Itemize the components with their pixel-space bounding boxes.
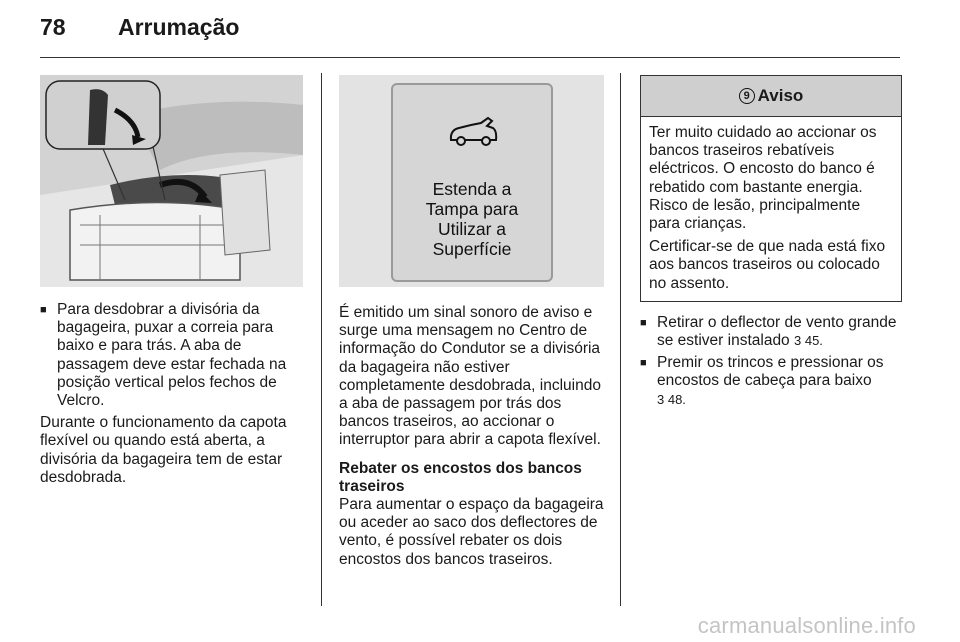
page-number: 78 — [40, 14, 66, 40]
page-header — [40, 14, 239, 41]
page-reference: 3 48. — [657, 391, 686, 407]
warning-icon: 9 — [739, 88, 755, 104]
bullet-text: Premir os trincos e pressionar os encostos de cabeça para baixo — [657, 354, 884, 390]
paragraph-fold-seats: Para aumentar o espaço da bagageira ou aceder ao saco dos deflectores de vento, é possível rebater os dois encostos dos bancos traseiros. — [339, 496, 604, 568]
column-divider — [620, 73, 621, 606]
bullet-unfold-partition — [40, 301, 303, 410]
watermark: carmanualsonline.info — [697, 613, 916, 638]
column-divider — [321, 73, 322, 606]
bullet-remove-deflector — [640, 314, 902, 350]
bullet-text: Para desdobrar a divisória da bagageira, puxar a correia para baixo e para trás. A aba de passagem deve estar fechada na posição vertical pelos fechos de Velcro. — [57, 301, 287, 410]
column-1 — [40, 75, 303, 487]
column-2 — [339, 75, 604, 569]
trunk-partition-drawing — [40, 75, 303, 287]
display-line: Tampa para — [425, 199, 519, 219]
bullet-text: Retirar o deflector de vento grande se estiver instalado — [657, 313, 897, 350]
column-3 — [640, 75, 902, 409]
warning-body — [641, 117, 901, 301]
paragraph-warning-chime: É emitido um sinal sonoro de aviso e surge uma mensagem no Centro de informação do Condutor se a divisória da bagageira não estiver completamente desdobrada, incluindo a aba de passagem por trás dos bancos traseiros, ao accionar o interruptor para abrir a capota flexível. — [339, 304, 601, 449]
warning-title: Aviso — [757, 85, 804, 105]
warning-text: Certificar-se de que nada está fixo aos bancos traseiros ou colocado no assento. — [649, 238, 886, 292]
bullet-press-headrests — [640, 354, 902, 409]
display-illustration — [339, 75, 604, 287]
display-message — [393, 179, 551, 259]
page-title: Arrumação — [118, 14, 240, 40]
display-line: Utilizar a — [437, 219, 507, 239]
warning-header — [641, 76, 901, 117]
header-rule — [40, 57, 900, 58]
convertible-car-icon — [393, 85, 551, 155]
display-line: Superfície — [432, 239, 512, 259]
section-heading: Rebater os encostos dos bancos traseiros — [339, 459, 582, 495]
paragraph-partition-note: Durante o funcionamento da capota flexível ou quando está aberta, a divisória da bagageira tem de estar desdobrada. — [40, 414, 287, 486]
display-line: Estenda a — [432, 179, 512, 199]
trunk-illustration — [40, 75, 303, 287]
page-reference: 3 45. — [794, 333, 823, 349]
info-display — [391, 83, 553, 282]
warning-box — [640, 75, 902, 302]
warning-text: Ter muito cuidado ao accionar os bancos traseiros rebatíveis eléctricos. O encosto do banco é rebatido com bastante energia. Risco de lesão, principalmente para crianças. — [649, 124, 877, 233]
